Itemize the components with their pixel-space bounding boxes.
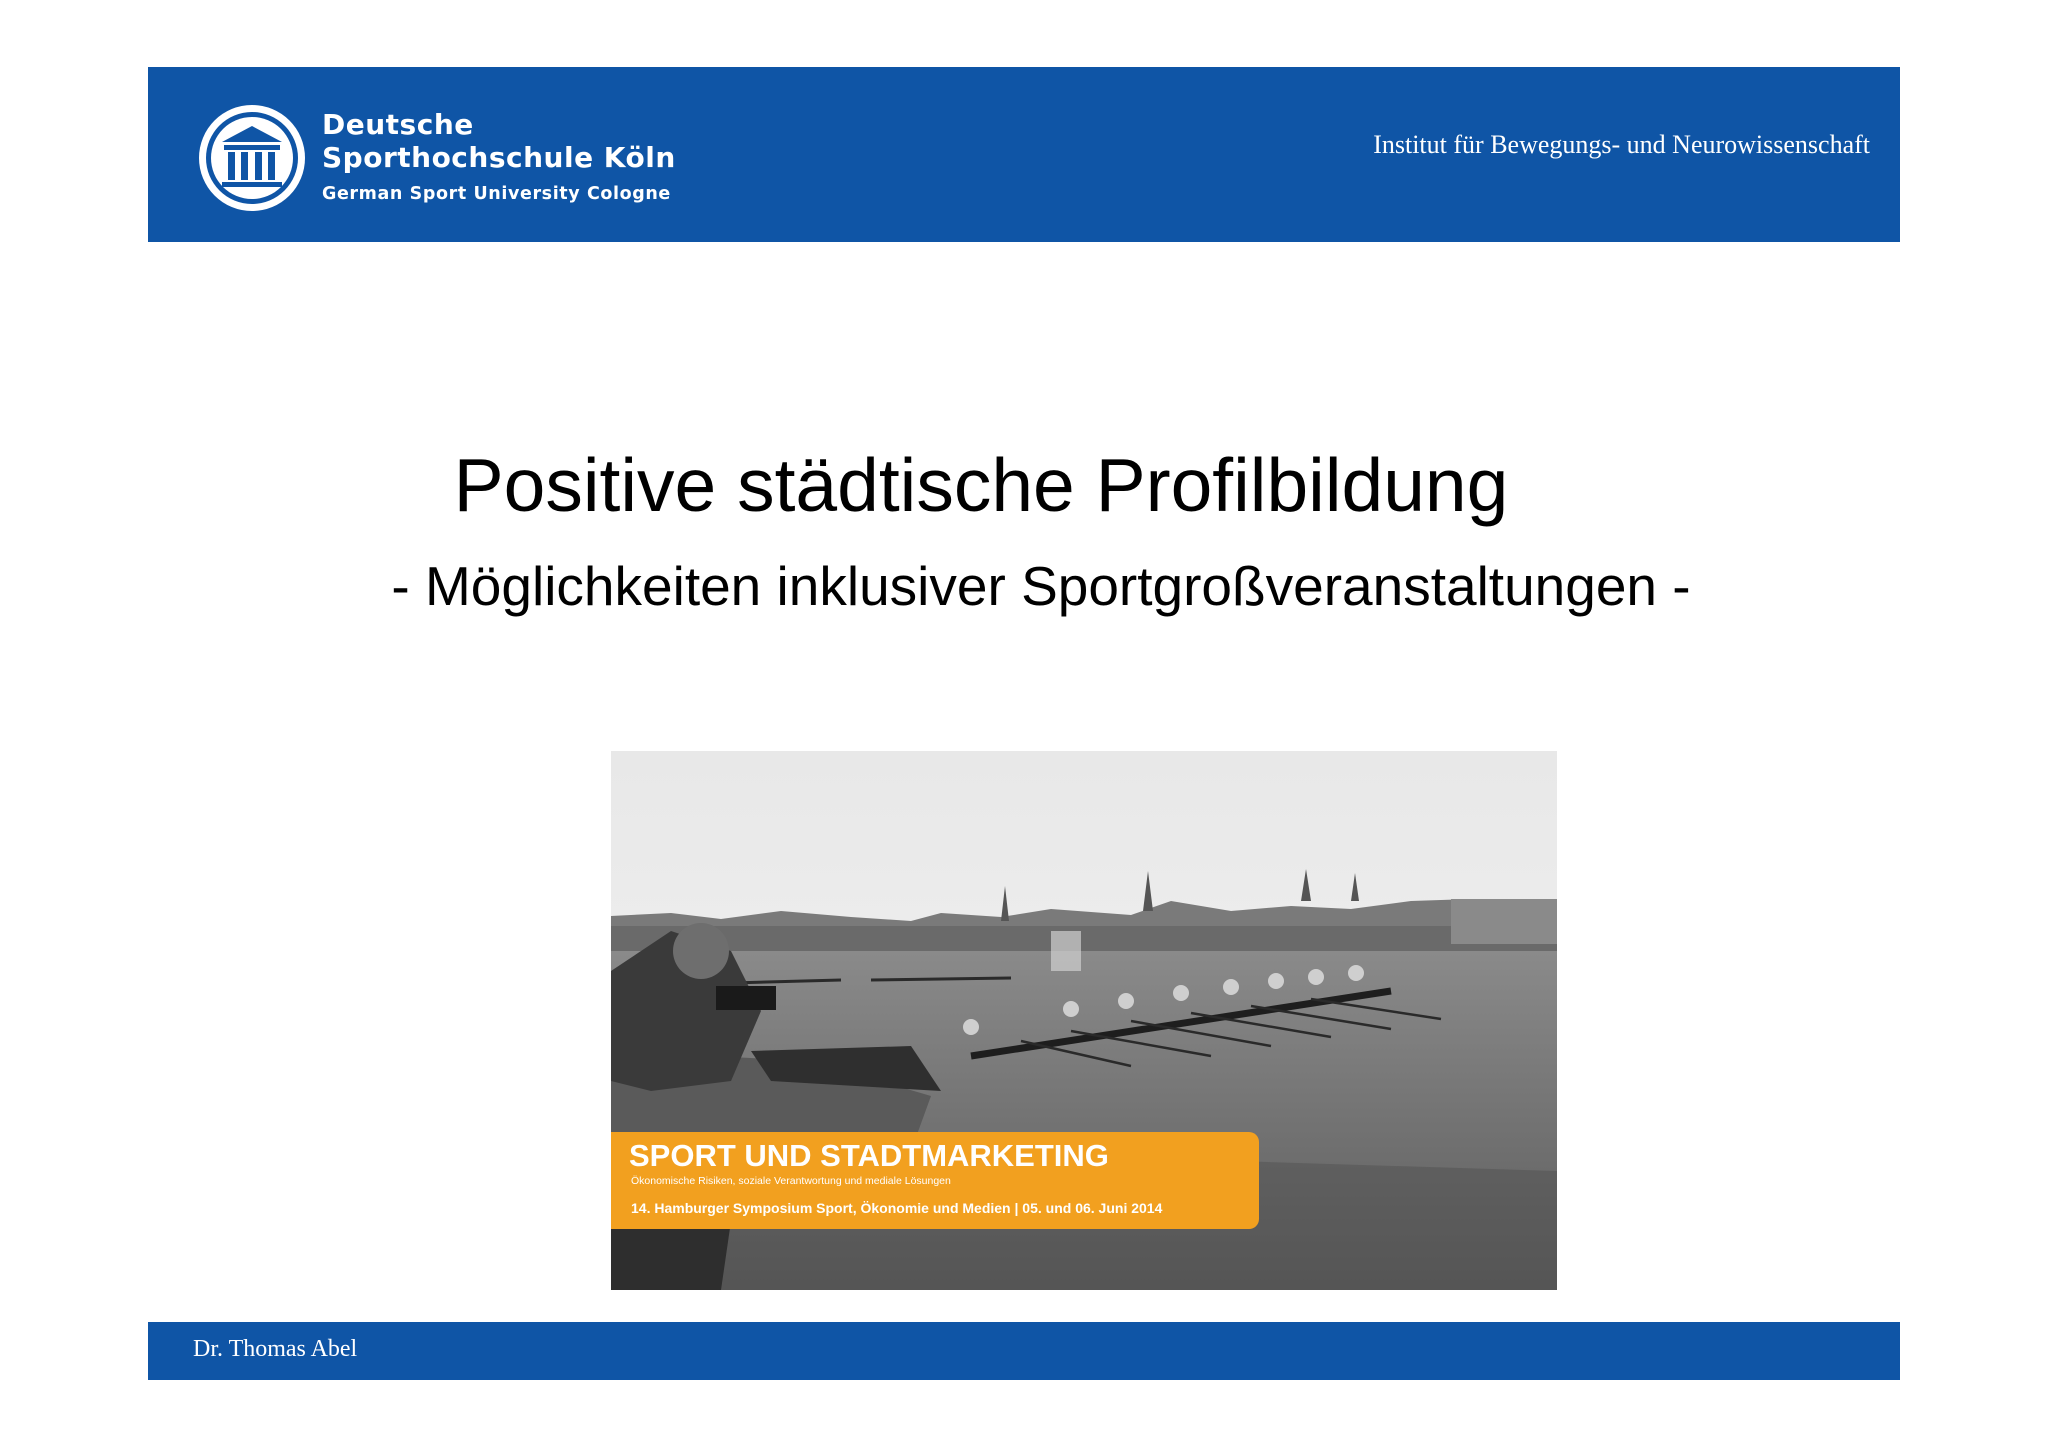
- author-name: Dr. Thomas Abel: [193, 1336, 358, 1362]
- event-banner: [611, 1132, 1259, 1229]
- university-logo-text: [322, 108, 676, 208]
- event-banner-details: 14. Hamburger Symposium Sport, Ökonomie und Medien | 05. und 06. Juni 2014: [631, 1200, 1163, 1216]
- logo-line-1: Deutsche: [322, 108, 474, 141]
- logo-line-2: Sporthochschule Köln: [322, 141, 676, 174]
- slide-title: [0, 440, 2048, 530]
- university-seal-icon: [196, 102, 308, 214]
- slide-subtitle-text: - Möglichkeiten inklusiver Sportgroßveranstaltungen -: [391, 555, 1691, 617]
- slide-subtitle: [0, 554, 2048, 619]
- slide-title-text: Positive städtische Profilbildung: [453, 443, 1509, 527]
- event-banner-title: SPORT UND STADTMARKETING: [629, 1138, 1109, 1173]
- institute-name: Institut für Bewegungs- und Neurowissenschaft: [1373, 130, 1870, 159]
- event-banner-subtitle: Ökonomische Risiken, soziale Verantwortung und mediale Lösungen: [631, 1175, 951, 1187]
- footer-bar: [148, 1322, 1900, 1380]
- logo-line-3: German Sport University Cologne: [322, 184, 671, 204]
